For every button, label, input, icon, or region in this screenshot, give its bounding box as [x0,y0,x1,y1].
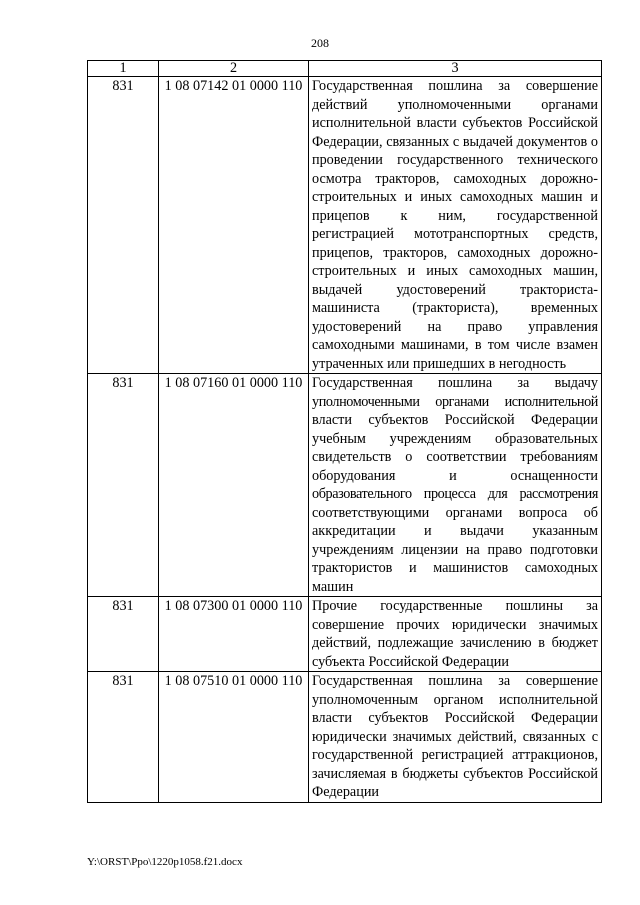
description-cell: Прочие государственные пошлины за совершение прочих юридически значимых действий, подлежащие зачислению в бюджет субъекта Российской Федерации [309,597,602,672]
file-path-footer: Y:\ORST\Ppo\1220p1058.f21.docx [87,856,243,868]
column-header-1: 1 [88,61,159,77]
column-header-2: 2 [159,61,309,77]
description-cell [309,374,602,597]
revenue-code-cell: 1 08 07160 01 0000 110 [159,374,309,597]
table-header-row [88,61,602,77]
revenue-codes-table [87,60,602,803]
description-text: соответствующими органами вопроса об аккредитации и выдачи указанным учреждениям лицензии на право подготовки трактористов и машинистов самоходных машин [312,504,598,595]
page-number: 208 [311,36,329,50]
table-row [88,597,602,672]
admin-code-cell: 831 [88,597,159,672]
description-text-condensed: образовательного процесса для рассмотрения [312,486,598,502]
admin-code-cell: 831 [88,77,159,374]
table-row [88,374,602,597]
description-text: власти субъектов Российской Федерации учебным учреждениям образовательных свидетельств о соответствии требованиям оборудования и оснащенности [312,412,598,484]
description-text: Государственная пошлина за выдачу [312,375,598,391]
revenue-code-cell: 1 08 07300 01 0000 110 [159,597,309,672]
revenue-code-cell: 1 08 07142 01 0000 110 [159,77,309,374]
description-text-condensed: уполномоченными органами исполнительной [312,393,598,410]
column-header-3: 3 [309,61,602,77]
revenue-code-cell: 1 08 07510 01 0000 110 [159,672,309,803]
description-cell: Государственная пошлина за совершение уполномоченным органом исполнительной власти субъектов Российской Федерации юридически значимых действий, связанных с государственной регистрацией аттракционов, зачисляемая в бюджеты субъектов Российской Федерации [309,672,602,803]
admin-code-cell: 831 [88,374,159,597]
table-row [88,672,602,803]
admin-code-cell: 831 [88,672,159,803]
table-row [88,77,602,374]
description-cell: Государственная пошлина за совершение действий уполномоченными органами исполнительной власти субъектов Российской Федерации, связанных с выдачей документов о проведении государственного технического осмотра тракторов, самоходных дорожно-строительных и иных самоходных машин и прицепов к ним, государственной регистрацией мототранспортных средств, прицепов, тракторов, самоходных дорожно-строительных и иных самоходных машин, выдачей удостоверений тракториста-машиниста (тракториста), временных удостоверений на право управления самоходными машинами, в том числе взамен утраченных или пришедших в негодность [309,77,602,374]
